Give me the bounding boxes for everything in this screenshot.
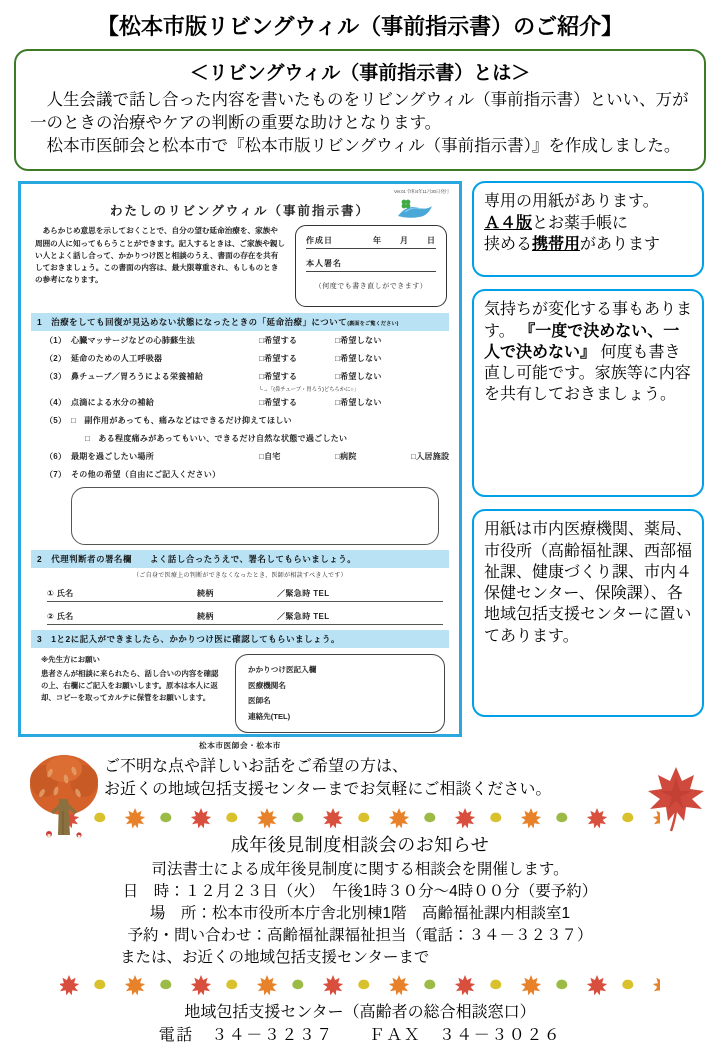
question-option-yes[interactable]: □希望する (259, 336, 298, 346)
form-section1-bar (31, 313, 449, 331)
notice-title: 成年後見制度相談会のお知らせ (230, 834, 490, 855)
form-date-signature-box (295, 225, 447, 307)
proxy-signer-row (47, 611, 443, 625)
doctor-fill-box (235, 654, 445, 732)
callout-paper-line2-rest: とお薬手帳に (532, 214, 629, 232)
form-rewrite-note: （何度でも書き直しができます） (314, 283, 428, 291)
notice-contact: 予約・問い合わせ：高齢福祉課福祉担当（電話：３４－３２３７） (127, 926, 593, 944)
question-option-yes[interactable]: □希望する (259, 372, 298, 382)
form-bottom-row (41, 654, 445, 732)
leaf-divider-top (60, 806, 660, 828)
form-question-row (45, 335, 449, 346)
doctor-fill-title: かかりつけ医記入欄 (248, 665, 317, 675)
form-signature-row (306, 258, 436, 272)
form-signature-label: 本人署名 (306, 259, 342, 269)
consult-line-2: お近くの地域包括支援センターまでお気軽にご相談ください。 (104, 781, 552, 799)
page-title: 【松本市版リビングウィル（事前指示書）のご紹介】 (96, 14, 624, 39)
notice-intro: 司法書士による成年後見制度に関する相談会を開催します。 (151, 860, 569, 878)
question-text: 心臓マッサージなどの心肺蘇生法 (71, 336, 196, 346)
form-blurb: あらかじめ意思を示しておくことで、自分の望む延命治療を、家族や周囲の人に知ってもらうことができます。記入するときは、ご家族や親しい人とよく話し合って、かかりつけ医と相談のうえ、書面の存在を共有しておきましょう。この書面の内容は、最大限尊重され、もしものときの参考になります。 (35, 226, 285, 285)
form-date-label: 作成日 (306, 236, 333, 246)
question5-option-b[interactable]: □ ある程度痛みがあってもいい、できるだけ自然な状態で過ごしたい (85, 434, 348, 444)
question-option-no[interactable]: □希望しない (335, 372, 382, 382)
proxy-tel-field[interactable]: ／緊急時 TEL (277, 589, 330, 599)
maple-leaf-icon (640, 761, 712, 833)
form-question7-row (45, 469, 449, 480)
footer-block (0, 1001, 720, 1047)
form-section1-tiny: (裏面をご覧ください) (347, 321, 399, 328)
proxy-relation-field[interactable]: 続柄 (197, 612, 214, 622)
autumn-tree-icon (22, 751, 106, 841)
question5-option-a[interactable]: □ 副作用があっても、痛みなどはできるだけ抑えてほしい (71, 416, 292, 426)
form-section3-bar: 3 1と2に記入ができましたら、かかりつけ医に確認してもらいましょう。 (31, 630, 449, 648)
consult-line-1: ご不明な点や詳しいお話をご希望の方は、 (104, 758, 409, 776)
callout-column (472, 181, 704, 729)
question-text: その他の希望（自由にご記入ください） (71, 470, 221, 480)
form-section1-title: 1 治療をしても回復が見込めない状態になったときの「延命治療」について (37, 317, 348, 328)
form-title: わたしのリビングウィル（事前指示書） (109, 204, 370, 219)
question6-option-hospital[interactable]: □病院 (335, 452, 357, 462)
intro-paragraph-2: 松本市医師会と松本市で『松本市版リビングウィル（事前指示書）』を作成しました。 (46, 136, 681, 155)
question-number: （6） (45, 452, 67, 462)
question-number: （7） (45, 470, 67, 480)
question6-option-home[interactable]: □自宅 (259, 452, 281, 462)
middle-region (0, 181, 720, 750)
question-option-yes[interactable]: □希望する (259, 398, 298, 408)
proxy-relation-field[interactable]: 続柄 (197, 589, 214, 599)
proxy-name-field[interactable]: ① 氏名 (47, 589, 74, 599)
question-text: 点滴による水分の補給 (71, 398, 154, 408)
callout-change-line2: 何度も書き直し可能です。家族等に内容を共有しておきましょう。 (484, 343, 691, 404)
question-text: 最期を過ごしたい場所 (71, 452, 154, 462)
callout-paper-availability (472, 181, 704, 277)
proxy-signer-row (47, 588, 443, 602)
doctor-fill-doctor-name[interactable]: 医師名 (248, 696, 271, 706)
doctor-request-body: 患者さんが相談に来られたら、話し合いの内容を確認の上、右欄にご記入をお願いします。原本は本人に返却、コピーを取ってカルテに保管をお願いします。 (41, 669, 219, 703)
question-option-no[interactable]: □希望しない (335, 336, 382, 346)
callout-paper-line1: 専用の用紙があります。 (484, 193, 659, 211)
lower-section (0, 755, 720, 1047)
form-date-day: 日 (427, 236, 436, 246)
consult-text (52, 755, 720, 801)
form-footer: 松本市医師会・松本市 (199, 740, 281, 750)
form-section2-subtitle: （ご自身で医療上の判断ができなくなったとき、医師が相談すべき人です） (133, 573, 347, 580)
form-top-row (35, 225, 447, 307)
proxy-name-field[interactable]: ② 氏名 (47, 612, 74, 622)
question-number: （2） (45, 354, 67, 364)
question6-option-facility[interactable]: □入居施設 (411, 452, 450, 462)
question-number: （1） (45, 336, 67, 346)
form-question5-row (45, 415, 449, 426)
intro-heading: ＜リビングウィル（事前指示書）とは＞ (189, 63, 531, 84)
callout-change-line1: 気持ちが変化する事もあります。 (484, 301, 693, 340)
form-question-row (45, 371, 449, 382)
form-question6-row (45, 451, 449, 462)
callout-where-to-get (472, 509, 704, 717)
doctor-fill-contact[interactable]: 連絡先(TEL) (248, 711, 291, 721)
notice-datetime: 日 時：１２月２３日（火） 午後1時３０分～4時００分（要予約） (122, 882, 598, 900)
intro-paragraph-1: 人生会議で話し合った内容を書いたものをリビングウィル（事前指示書）といい、万が一のときの治療やケアの判断の重要な助けとなります。 (30, 91, 689, 132)
intro-box (14, 49, 706, 171)
callout-paper-a4: Ａ４版 (484, 214, 533, 232)
question-option-no[interactable]: □希望しない (335, 354, 382, 364)
question-option-yes[interactable]: □希望する (259, 354, 298, 364)
proxy-tel-field[interactable]: ／緊急時 TEL (277, 612, 330, 622)
callout-paper-line3-pre: 挟める (484, 235, 533, 253)
question-number: （5） (45, 416, 67, 426)
notice-place: 場 所：松本市役所本庁舎北別棟1階 高齢福祉課内相談室1 (149, 904, 571, 922)
form-question-row (45, 353, 449, 364)
form-date-row (306, 235, 436, 249)
callout-paper-portable: 携帯用 (532, 235, 581, 253)
question-number: （3） (45, 372, 67, 382)
callout-feelings-change (472, 289, 704, 497)
doctor-request-heading: ※先生方にお願い (41, 655, 100, 665)
form-version-label: Ver.01 令和4年11月30日発行 (393, 189, 449, 195)
form-question3-note: └→「(鼻チューブ・胃ろう)どちらかに○」 (259, 387, 359, 394)
callout-change-bold: 『一度で決めない、一人で決めない』 (484, 322, 680, 361)
question-text: 鼻チューブ／胃ろうによる栄養補給 (71, 372, 204, 382)
form-section2-bar: 2 代理判断者の署名欄 よく話し合ったうえで、署名してもらいましょう。 (31, 550, 449, 568)
bird-and-clover-icon (395, 198, 435, 224)
form-question-row (45, 397, 449, 408)
form-date-year: 年 (373, 236, 382, 246)
question-number: （4） (45, 398, 67, 408)
footer-center-name: 地域包括支援センター（高齢者の総合相談窓口） (184, 1003, 536, 1021)
question-text: 延命のための人工呼吸器 (71, 354, 163, 364)
doctor-fill-institution[interactable]: 医療機関名 (248, 680, 286, 690)
notice-contact-alt: または、お近くの地域包括支援センターまで (120, 948, 430, 966)
leaf-divider-bottom (60, 973, 660, 995)
footer-tel-fax: 電話 ３４－３２３７ ＦＡＸ ３４－３０２６ (158, 1026, 562, 1044)
form-date-month: 月 (400, 236, 409, 246)
doctor-request-note (41, 654, 223, 732)
callout-where-text: 用紙は市内医療機関、薬局、市役所（高齢福祉課、西部福祉課、健康づくり課、市内４保健センター、保険課）、各地域包括支援センターに置いてあります。 (484, 521, 693, 645)
question-option-no[interactable]: □希望しない (335, 398, 382, 408)
free-text-area[interactable] (71, 487, 439, 545)
living-will-form-preview (18, 181, 462, 750)
callout-paper-line3-rest: があります (580, 235, 661, 253)
